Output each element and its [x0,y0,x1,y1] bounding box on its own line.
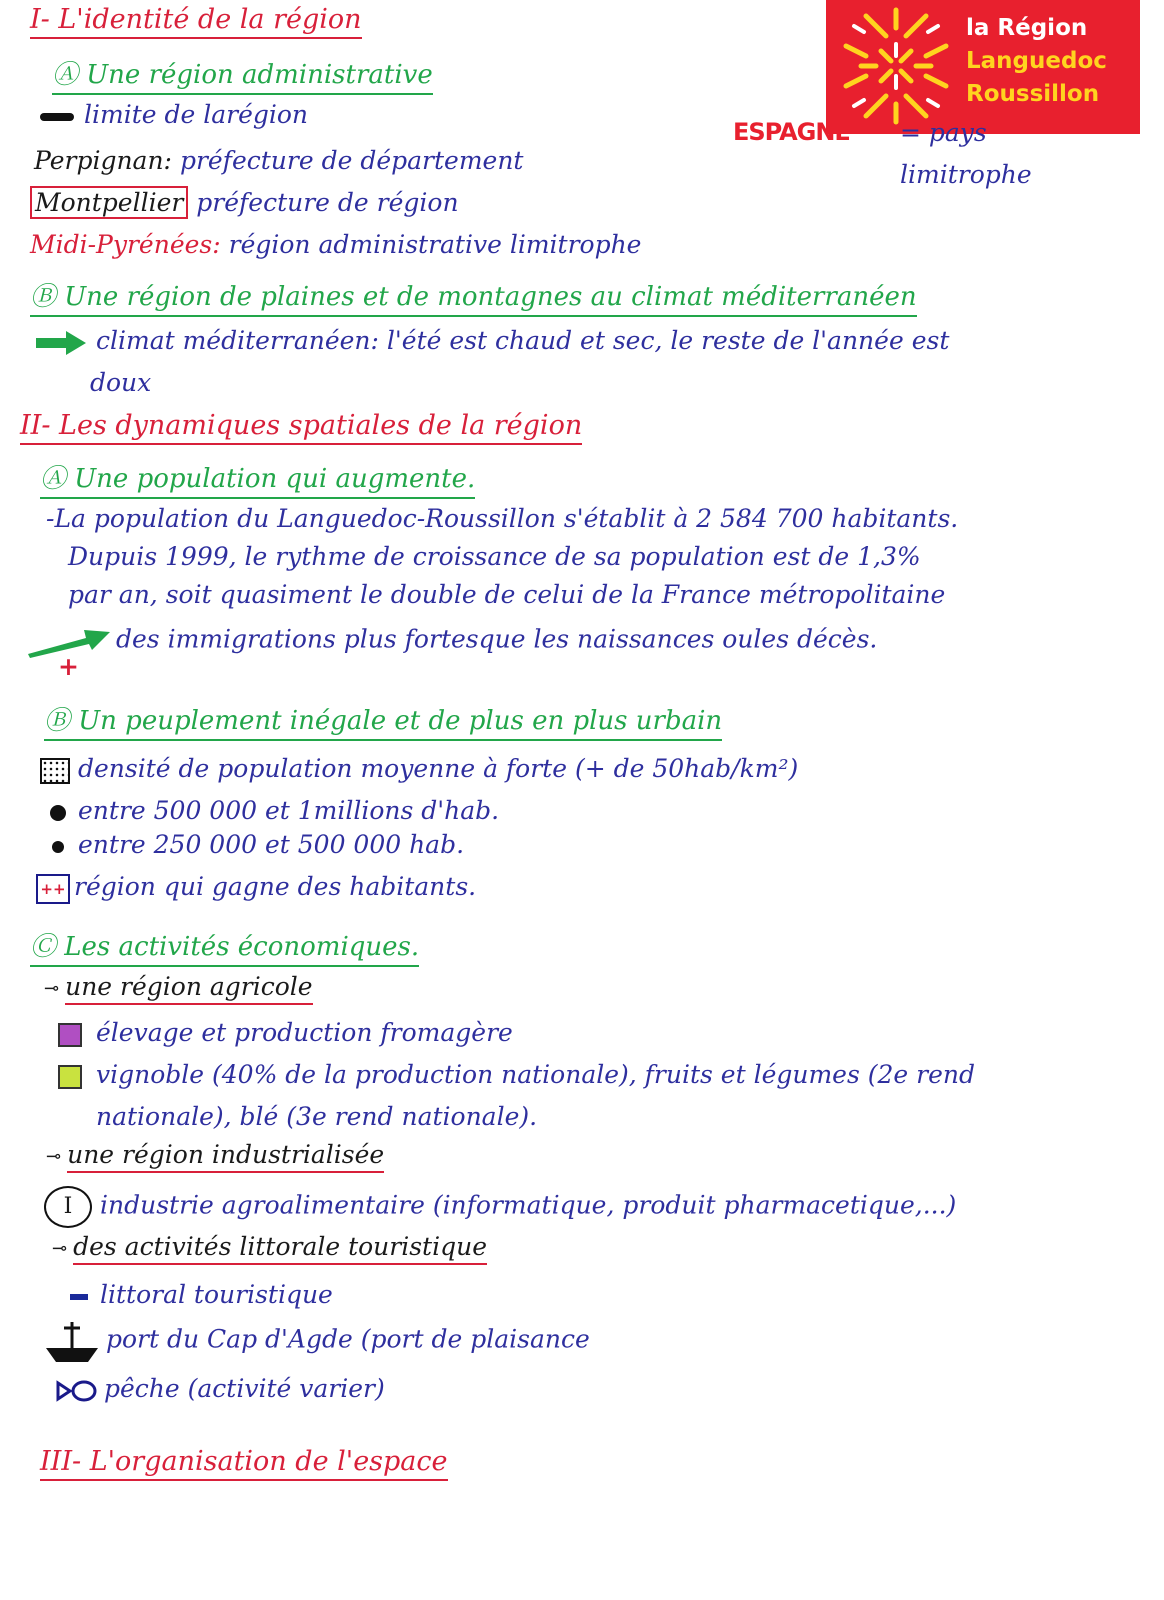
arrow-bullet-icon: ⊸ [44,978,60,999]
section-1b-title: Ⓑ Une région de plaines et de montagnes au climat méditerranéen [30,276,917,317]
gain-text: région qui gagne des habitants. [74,872,477,901]
section-1a-title: Ⓐ Une région administrative [52,54,433,95]
indus-title-row [46,1140,384,1169]
touris-title: des activités littorale touristique [73,1232,487,1265]
midi-text: région administrative limitrophe [228,230,642,259]
dotted-square-icon [40,758,70,784]
midi-row [30,230,641,259]
logo-line-3: Roussillon [966,81,1100,107]
indus-row [44,1186,956,1228]
purple-square-icon [58,1023,82,1047]
section-3-title: III- L'organisation de l'espace [40,1446,448,1481]
vigne-line-1: vignoble (40% de la production nationale), fruits et légumes (2e rend [96,1060,976,1089]
logo-line-2: Languedoc [966,48,1107,74]
immigration-text: des immigrations plus fortesque les naissances oules décès. [116,624,878,654]
littoral-row [70,1280,333,1309]
montpellier-text: préfecture de région [196,188,459,217]
density-text: densité de population moyenne à forte (+ de 50hab/km²) [78,754,799,783]
section-2a-title: Ⓐ Une population qui augmente. [40,458,475,499]
plus-plus-box-icon: ++ [36,874,70,904]
yellow-green-square-icon [58,1065,82,1089]
logo-line-1: la Région [966,15,1088,41]
pop-line-2: Dupuis 1999, le rythme de croissance de sa population est de 1,3% [68,542,921,571]
montpellier-row [30,188,459,217]
arrow-bullet-icon-3: ⊸ [52,1238,68,1259]
immigration-row [26,624,877,658]
cities-medium-row [52,830,464,859]
agri-title: une région agricole [65,972,313,1005]
perpignan-text: préfecture de département [179,146,524,175]
climat-line-2: doux [90,368,152,397]
peche-text: pêche (activité varier) [104,1374,385,1403]
circled-i-icon: I [44,1186,92,1228]
section-1-title: I- L'identité de la région [30,4,362,39]
small-dot-icon [52,841,64,853]
legend-limit-text: limite de larégion [84,100,309,129]
section-2-title: II- Les dynamiques spatiales de la région [20,410,582,445]
vigne-line-2: nationale), blé (3e rend nationale). [96,1102,538,1131]
arrow-bullet-icon-2: ⊸ [46,1146,62,1167]
gain-row [36,872,476,904]
fish-icon [56,1379,98,1403]
elevage-row [58,1018,513,1047]
blue-line-icon [70,1294,88,1300]
section-2b-title: Ⓑ Un peuplement inégale et de plus en plus urbain [44,700,722,741]
perpignan-row [34,146,523,175]
touris-title-row [52,1232,487,1261]
midi-label: Midi-Pyrénées: [30,230,221,259]
climat-line-1: climat méditerranéen: l'été est chaud et sec, le reste de l'année est [96,326,950,355]
espagne-label: ESPAGNE [733,118,850,146]
plus-sign: + [58,652,79,681]
littoral-text: littoral touristique [100,1280,333,1309]
legend-limit-row [40,100,308,129]
indus-title: une région industrialisée [67,1140,384,1173]
perpignan-label: Perpignan: [34,146,172,175]
large-dot-icon [50,805,66,821]
climat-row [34,326,949,356]
density-row [40,754,798,784]
logo-text [966,12,1107,111]
port-row [44,1318,590,1364]
agri-row [44,972,313,1001]
boat-icon [44,1318,100,1364]
cities-medium-text: entre 250 000 et 500 000 hab. [78,830,465,859]
green-arrow-icon [34,330,88,356]
vigne-row [58,1060,975,1089]
port-text: port du Cap d'Agde (port de plaisance [106,1324,590,1354]
montpellier-label: Montpellier [30,186,188,219]
pop-line-3: par an, soit quasiment le double de celui de la France métropolitaine [68,580,946,609]
cities-large-text: entre 500 000 et 1millions d'hab. [78,796,500,825]
espagne-desc-2: limitrophe [900,160,1032,189]
espagne-desc-1: = pays [900,118,987,147]
cities-large-row [50,796,499,825]
peche-row [56,1374,385,1403]
black-line-icon [40,113,74,121]
elevage-text: élevage et production fromagère [96,1018,513,1047]
section-2c-title: Ⓒ Les activités économiques. [30,926,419,967]
indus-text: industrie agroalimentaire (informatique, produit pharmacetique,...) [100,1190,957,1220]
region-cross-logo-icon [836,6,956,126]
region-logo [826,0,1140,134]
pop-line-1: -La population du Languedoc-Roussillon s'établit à 2 584 700 habitants. [46,504,959,533]
